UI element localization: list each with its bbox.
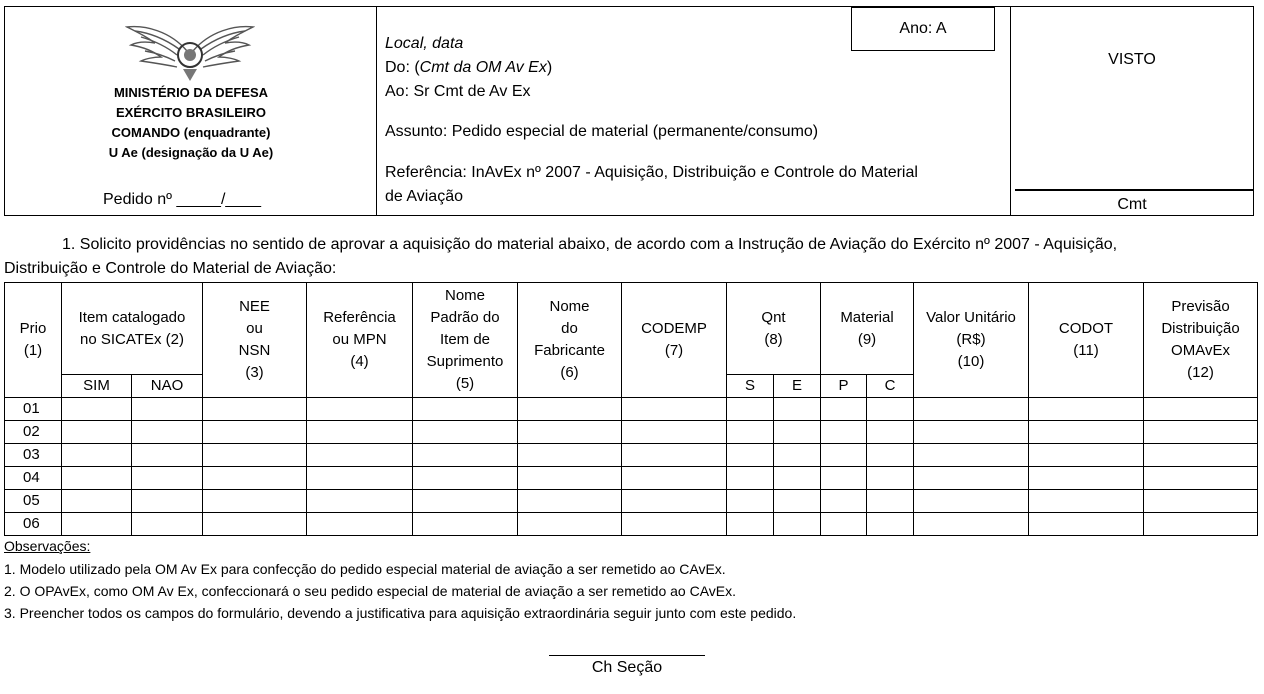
row-number: 01: [5, 398, 62, 421]
table-row: [5, 421, 1258, 444]
col-codemp: CODEMP (7): [622, 283, 727, 398]
table-cell[interactable]: [518, 467, 622, 490]
cmt-signature-line[interactable]: [1015, 189, 1253, 191]
table-cell[interactable]: [518, 513, 622, 536]
table-cell[interactable]: [132, 490, 203, 513]
signature-label: Ch Seção: [591, 659, 663, 676]
table-cell[interactable]: [774, 444, 821, 467]
from-field[interactable]: Do: (Cmt da OM Av Ex): [385, 59, 553, 76]
col-previsao: Previsão Distribuição OMAvEx (12): [1144, 283, 1258, 398]
table-cell[interactable]: [203, 421, 307, 444]
row-number: 02: [5, 421, 62, 444]
col-prio: Prio (1): [5, 283, 62, 398]
table-cell[interactable]: [622, 398, 727, 421]
table-cell[interactable]: [622, 513, 727, 536]
table-cell[interactable]: [518, 444, 622, 467]
table-cell[interactable]: [821, 398, 867, 421]
table-cell[interactable]: [622, 467, 727, 490]
table-cell[interactable]: [914, 513, 1029, 536]
table-cell[interactable]: [62, 513, 132, 536]
table-cell[interactable]: [413, 398, 518, 421]
visto-label: VISTO: [1108, 51, 1156, 68]
table-cell[interactable]: [1144, 398, 1258, 421]
table-cell[interactable]: [1144, 421, 1258, 444]
table-cell[interactable]: [62, 444, 132, 467]
table-cell[interactable]: [914, 444, 1029, 467]
table-cell[interactable]: [307, 421, 413, 444]
material-request-table: [4, 282, 1258, 536]
table-cell[interactable]: [307, 398, 413, 421]
row-number: 05: [5, 490, 62, 513]
col-fabricante: Nome do Fabricante (6): [518, 283, 622, 398]
table-cell[interactable]: [413, 513, 518, 536]
table-cell[interactable]: [727, 467, 774, 490]
table-cell[interactable]: [1144, 467, 1258, 490]
table-cell[interactable]: [307, 444, 413, 467]
header-visto-block: [1011, 7, 1253, 215]
table-cell[interactable]: [203, 490, 307, 513]
table-cell[interactable]: [1144, 513, 1258, 536]
pedido-number-field[interactable]: Pedido nº _____/____: [103, 191, 261, 208]
table-cell[interactable]: [914, 398, 1029, 421]
local-date-field[interactable]: Local, data: [385, 35, 464, 52]
table-row: [5, 444, 1258, 467]
table-cell[interactable]: [62, 490, 132, 513]
col-qnt: Qnt (8): [727, 283, 821, 375]
table-cell[interactable]: [203, 467, 307, 490]
to-field: Ao: Sr Cmt de Av Ex: [385, 83, 531, 100]
table-cell[interactable]: [727, 490, 774, 513]
row-number: 06: [5, 513, 62, 536]
table-cell[interactable]: [132, 513, 203, 536]
reference-line-2: de Aviação: [385, 188, 463, 205]
sub-e: E: [774, 375, 821, 398]
table-cell[interactable]: [518, 398, 622, 421]
org-command: COMANDO (enquadrante): [111, 125, 271, 140]
table-cell[interactable]: [821, 444, 867, 467]
table-cell[interactable]: [727, 513, 774, 536]
table-cell[interactable]: [774, 513, 821, 536]
table-row: [5, 467, 1258, 490]
table-cell[interactable]: [867, 513, 914, 536]
col-material: Material (9): [821, 283, 914, 375]
header-org-block: [5, 7, 377, 215]
table-cell[interactable]: [914, 467, 1029, 490]
request-paragraph-line-2: Distribuição e Controle do Material de Aviação:: [4, 260, 337, 277]
table-cell[interactable]: [821, 421, 867, 444]
table-cell[interactable]: [622, 444, 727, 467]
table-cell[interactable]: [307, 513, 413, 536]
subject-field: Assunto: Pedido especial de material (permanente/consumo): [385, 123, 819, 140]
table-cell[interactable]: [774, 398, 821, 421]
table-cell[interactable]: [1029, 513, 1144, 536]
observation-item-2: 2. O OPAvEx, como OM Av Ex, confeccionará o seu pedido especial de material de aviação a ser remetido ao CAvEx.: [4, 583, 737, 599]
table-cell[interactable]: [867, 444, 914, 467]
table-cell[interactable]: [518, 421, 622, 444]
table-row: [5, 490, 1258, 513]
table-cell[interactable]: [1144, 444, 1258, 467]
col-item-catalogado: Item catalogado no SICATEx (2): [62, 283, 203, 375]
table-cell[interactable]: [1144, 490, 1258, 513]
table-cell[interactable]: [307, 490, 413, 513]
org-army: EXÉRCITO BRASILEIRO: [115, 105, 266, 120]
reference-line-1: Referência: InAvEx nº 2007 - Aquisição, Distribuição e Controle do Material: [385, 164, 918, 181]
table-cell[interactable]: [622, 490, 727, 513]
table-cell[interactable]: [774, 490, 821, 513]
table-cell[interactable]: [413, 490, 518, 513]
table-cell[interactable]: [727, 421, 774, 444]
year-box[interactable]: Ano: A: [851, 7, 995, 51]
table-cell[interactable]: [1029, 421, 1144, 444]
sub-s: S: [727, 375, 774, 398]
table-cell[interactable]: [62, 421, 132, 444]
table-cell[interactable]: [518, 490, 622, 513]
winged-emblem-icon: [125, 21, 255, 83]
table-cell[interactable]: [821, 467, 867, 490]
table-cell[interactable]: [62, 467, 132, 490]
table-cell[interactable]: [307, 467, 413, 490]
sub-nao: NAO: [132, 375, 203, 398]
table-cell[interactable]: [132, 467, 203, 490]
col-nee-nsn: NEE ou NSN (3): [203, 283, 307, 398]
table-cell[interactable]: [727, 398, 774, 421]
col-valor-unitario: Valor Unitário (R$) (10): [914, 283, 1029, 398]
org-unit: U Ae (designação da U Ae): [108, 145, 274, 160]
table-cell[interactable]: [413, 444, 518, 467]
table-cell[interactable]: [821, 490, 867, 513]
cmt-label: Cmt: [1117, 196, 1147, 213]
table-cell[interactable]: [132, 421, 203, 444]
col-nome-padrao: Nome Padrão do Item de Suprimento (5): [413, 283, 518, 398]
observations-title: Observações:: [4, 538, 91, 554]
row-number: 03: [5, 444, 62, 467]
org-ministry: MINISTÉRIO DA DEFESA: [113, 85, 269, 100]
table-cell[interactable]: [203, 444, 307, 467]
table-cell[interactable]: [203, 513, 307, 536]
sub-p: P: [821, 375, 867, 398]
table-cell[interactable]: [413, 421, 518, 444]
table-cell[interactable]: [1029, 467, 1144, 490]
form-header: [4, 6, 1254, 216]
col-referencia: Referência ou MPN (4): [307, 283, 413, 398]
table-cell[interactable]: [867, 421, 914, 444]
table-row: [5, 513, 1258, 536]
table-cell[interactable]: [132, 398, 203, 421]
table-cell[interactable]: [1029, 490, 1144, 513]
row-number: 04: [5, 467, 62, 490]
table-cell[interactable]: [914, 490, 1029, 513]
table-cell[interactable]: [622, 421, 727, 444]
table-cell[interactable]: [132, 444, 203, 467]
table-cell[interactable]: [1029, 398, 1144, 421]
table-row: [5, 398, 1258, 421]
table-cell[interactable]: [413, 467, 518, 490]
signature-line[interactable]: [549, 655, 705, 656]
table-cell[interactable]: [727, 444, 774, 467]
table-cell[interactable]: [821, 513, 867, 536]
table-cell[interactable]: [203, 398, 307, 421]
col-codot: CODOT (11): [1029, 283, 1144, 398]
table-cell[interactable]: [774, 467, 821, 490]
table-cell[interactable]: [867, 490, 914, 513]
observation-item-1: 1. Modelo utilizado pela OM Av Ex para confecção do pedido especial material de aviação a ser remetido ao CAvEx.: [4, 561, 726, 577]
header-address-block: [377, 7, 1011, 215]
table-body: [5, 398, 1258, 536]
table-cell[interactable]: [867, 467, 914, 490]
table-cell[interactable]: [774, 421, 821, 444]
sub-c: C: [867, 375, 914, 398]
request-paragraph-line-1: 1. Solicito providências no sentido de aprovar a aquisição do material abaixo, de acordo com a Instrução de Aviação do Exército nº 2007 - Aquisição,: [62, 236, 1118, 253]
observation-item-3: 3. Preencher todos os campos do formulário, devendo a justificativa para aquisição extraordinária seguir junto com este pedido.: [4, 605, 797, 621]
table-cell[interactable]: [1029, 444, 1144, 467]
sub-sim: SIM: [62, 375, 132, 398]
table-cell[interactable]: [914, 421, 1029, 444]
table-cell[interactable]: [867, 398, 914, 421]
table-cell[interactable]: [62, 398, 132, 421]
